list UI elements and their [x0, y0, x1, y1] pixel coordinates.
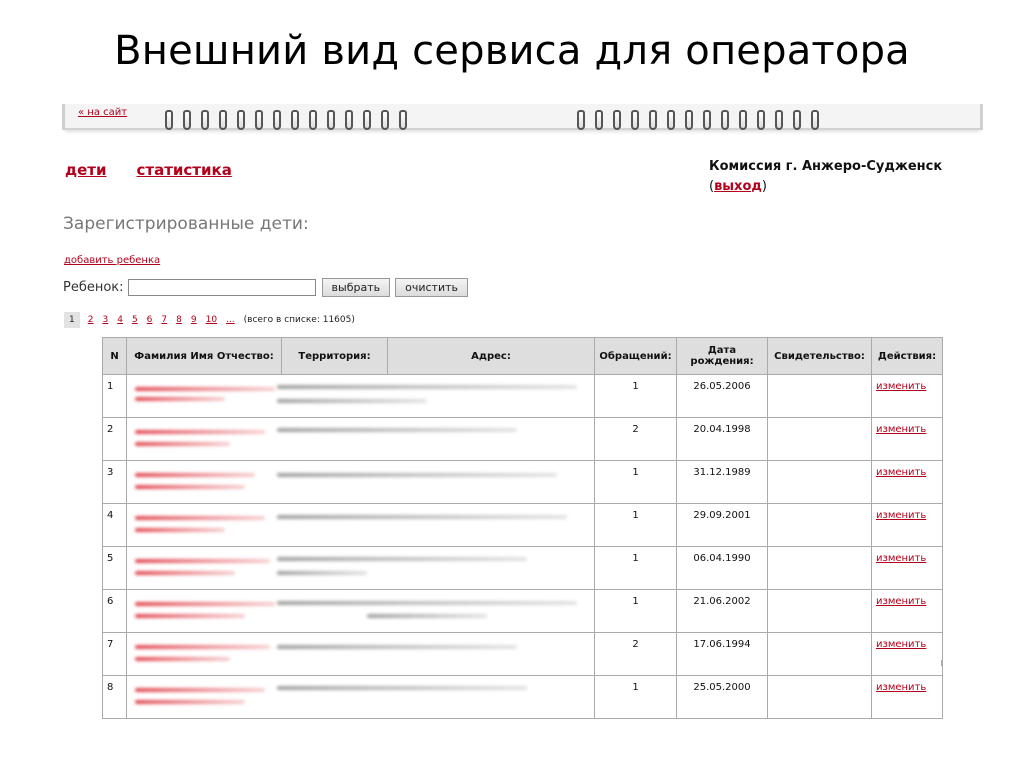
slide-title: Внешний вид сервиса для оператора	[114, 28, 910, 74]
add-child-link[interactable]: добавить ребенка	[64, 255, 161, 266]
binder-ring	[739, 110, 747, 130]
binder-ring	[757, 110, 765, 130]
birth-date: 20.04.1998	[677, 418, 768, 461]
redacted-text-smear	[135, 430, 265, 434]
binder-ring	[237, 110, 245, 130]
row-number: 6	[103, 590, 127, 633]
binder-ring	[255, 110, 263, 130]
redacted-text-smear	[135, 473, 255, 477]
redacted-text-smear	[135, 485, 245, 489]
binder-ring	[219, 110, 227, 130]
pagination-pages	[64, 312, 244, 328]
actions-cell	[872, 461, 943, 504]
birth-date: 25.05.2000	[677, 676, 768, 719]
pagination-page-link[interactable]: 5	[131, 315, 138, 325]
edit-link[interactable]: изменить	[876, 467, 927, 478]
redacted-personal-data	[127, 461, 595, 504]
nav-children-link[interactable]: дети	[65, 161, 107, 179]
pagination-page-link[interactable]: ...	[226, 315, 235, 325]
site-header-strip	[65, 104, 980, 130]
redacted-text-smear	[277, 686, 527, 690]
requests-count: 1	[595, 547, 677, 590]
back-to-site-link[interactable]: « на сайт	[78, 107, 128, 118]
col-birth-date-header: Дата рождения:	[677, 338, 768, 375]
row-number: 5	[103, 547, 127, 590]
redacted-text-smear	[135, 397, 225, 401]
redacted-text-smear	[135, 559, 270, 563]
redacted-personal-data	[127, 676, 595, 719]
binder-ring	[309, 110, 317, 130]
actions-cell	[872, 547, 943, 590]
birth-date: 21.06.2002	[677, 590, 768, 633]
row-number: 1	[103, 375, 127, 418]
redacted-text-smear	[135, 387, 275, 391]
edit-link[interactable]: изменить	[876, 639, 927, 650]
birth-date: 26.05.2006	[677, 375, 768, 418]
birth-date: 06.04.1990	[677, 547, 768, 590]
requests-count: 1	[595, 676, 677, 719]
binder-ring	[631, 110, 639, 130]
pagination	[64, 312, 355, 328]
binder-rings-left	[165, 110, 407, 130]
table-row	[103, 504, 943, 547]
actions-cell	[872, 504, 943, 547]
pagination-page-link[interactable]: 3	[102, 315, 109, 325]
table-row	[103, 461, 943, 504]
edit-link[interactable]: изменить	[876, 510, 927, 521]
certificate-cell	[768, 547, 872, 590]
redacted-text-smear	[135, 688, 265, 692]
redacted-text-smear	[277, 515, 567, 519]
pagination-page-link[interactable]: 9	[190, 315, 197, 325]
redacted-personal-data	[127, 418, 595, 461]
redacted-text-smear	[135, 528, 225, 532]
birth-date: 17.06.1994	[677, 633, 768, 676]
certificate-cell	[768, 461, 872, 504]
logout-line	[709, 179, 767, 194]
binder-ring	[381, 110, 389, 130]
birth-date: 29.09.2001	[677, 504, 768, 547]
edit-link[interactable]: изменить	[876, 424, 927, 435]
row-number: 4	[103, 504, 127, 547]
certificate-cell	[768, 590, 872, 633]
binder-ring	[613, 110, 621, 130]
redacted-text-smear	[135, 602, 275, 606]
logout-link[interactable]: выход	[714, 179, 762, 194]
actions-cell	[872, 375, 943, 418]
binder-ring	[703, 110, 711, 130]
table-row	[103, 375, 943, 418]
binder-ring	[183, 110, 191, 130]
pagination-page-link[interactable]: 4	[117, 315, 123, 325]
binder-ring	[291, 110, 299, 130]
redacted-text-smear	[277, 473, 557, 477]
col-n-header: N	[103, 338, 127, 375]
redacted-text-smear	[277, 385, 577, 389]
binder-ring	[327, 110, 335, 130]
edit-link[interactable]: изменить	[876, 596, 927, 607]
certificate-cell	[768, 418, 872, 461]
page-title: Зарегистрированные дети:	[63, 214, 309, 234]
table-row	[103, 633, 943, 676]
actions-cell	[872, 418, 943, 461]
col-certificate-header: Свидетельство:	[768, 338, 872, 375]
actions-cell	[872, 633, 943, 676]
certificate-cell	[768, 375, 872, 418]
select-button[interactable]: выбрать	[322, 278, 391, 297]
table-row	[103, 547, 943, 590]
pagination-page-link[interactable]: 10	[205, 315, 218, 325]
redacted-text-smear	[135, 614, 245, 618]
table-header-row	[103, 338, 943, 375]
edit-link[interactable]: изменить	[876, 682, 927, 693]
requests-count: 1	[595, 461, 677, 504]
redacted-personal-data	[127, 504, 595, 547]
redacted-text-smear	[135, 442, 230, 446]
binder-ring	[649, 110, 657, 130]
requests-count: 1	[595, 375, 677, 418]
redacted-text-smear	[277, 557, 527, 561]
redacted-text-smear	[135, 516, 265, 520]
row-number: 7	[103, 633, 127, 676]
binder-ring	[721, 110, 729, 130]
redacted-text-smear	[135, 700, 245, 704]
logout-paren-open: (	[709, 179, 715, 194]
binder-ring	[363, 110, 371, 130]
child-search-input[interactable]	[128, 279, 316, 296]
row-number: 8	[103, 676, 127, 719]
binder-ring	[685, 110, 693, 130]
col-requests-header: Обращений:	[595, 338, 677, 375]
requests-count: 2	[595, 633, 677, 676]
clear-button[interactable]: очистить	[395, 278, 468, 297]
row-number: 2	[103, 418, 127, 461]
edit-link[interactable]: изменить	[876, 553, 927, 564]
nav-statistics-link[interactable]: статистика	[136, 161, 232, 179]
search-row	[63, 278, 473, 297]
binder-rings-right	[577, 110, 819, 130]
certificate-cell	[768, 504, 872, 547]
binder-ring	[793, 110, 801, 130]
redacted-personal-data	[127, 375, 595, 418]
binder-ring	[273, 110, 281, 130]
binder-ring	[595, 110, 603, 130]
pagination-total: (всего в списке: 11605)	[243, 315, 355, 325]
binder-ring	[345, 110, 353, 130]
binder-ring	[577, 110, 585, 130]
birth-date: 31.12.1989	[677, 461, 768, 504]
col-address-header: Адрес:	[388, 338, 595, 375]
redacted-text-smear	[277, 399, 427, 403]
table-row	[103, 418, 943, 461]
pagination-page-link[interactable]: 2	[87, 315, 94, 325]
binder-ring	[399, 110, 407, 130]
child-search-label: Ребенок:	[63, 280, 124, 295]
redacted-text-smear	[277, 645, 517, 649]
redacted-personal-data	[127, 633, 595, 676]
table-continuation	[102, 660, 942, 666]
table-row	[103, 590, 943, 633]
pagination-page-link[interactable]: 7	[161, 315, 168, 325]
requests-count: 2	[595, 418, 677, 461]
redacted-text-smear	[135, 571, 235, 575]
certificate-cell	[768, 633, 872, 676]
main-nav	[65, 161, 232, 179]
binder-ring	[775, 110, 783, 130]
redacted-text-smear	[277, 428, 517, 432]
binder-ring	[667, 110, 675, 130]
requests-count: 1	[595, 590, 677, 633]
redacted-personal-data	[127, 590, 595, 633]
logout-paren-close: )	[761, 179, 767, 194]
pagination-page-link[interactable]: 6	[146, 315, 153, 325]
pagination-page-link[interactable]: 8	[176, 315, 182, 325]
actions-cell	[872, 676, 943, 719]
table-row	[103, 676, 943, 719]
redacted-text-smear	[277, 601, 577, 605]
commission-name: Комиссия г. Анжеро-Судженск	[709, 159, 943, 174]
redacted-text-smear	[135, 645, 270, 649]
actions-cell	[872, 590, 943, 633]
edit-link[interactable]: изменить	[876, 381, 927, 392]
redacted-personal-data	[127, 547, 595, 590]
binder-ring	[165, 110, 173, 130]
col-full-name-header: Фамилия Имя Отчество:	[127, 338, 282, 375]
col-territory-header: Территория:	[282, 338, 388, 375]
redacted-text-smear	[367, 614, 487, 618]
redacted-text-smear	[277, 571, 367, 575]
pagination-current-page: 1	[64, 312, 80, 328]
binder-ring	[201, 110, 209, 130]
row-number: 3	[103, 461, 127, 504]
col-actions-header: Действия:	[872, 338, 943, 375]
requests-count: 1	[595, 504, 677, 547]
certificate-cell	[768, 676, 872, 719]
binder-ring	[811, 110, 819, 130]
